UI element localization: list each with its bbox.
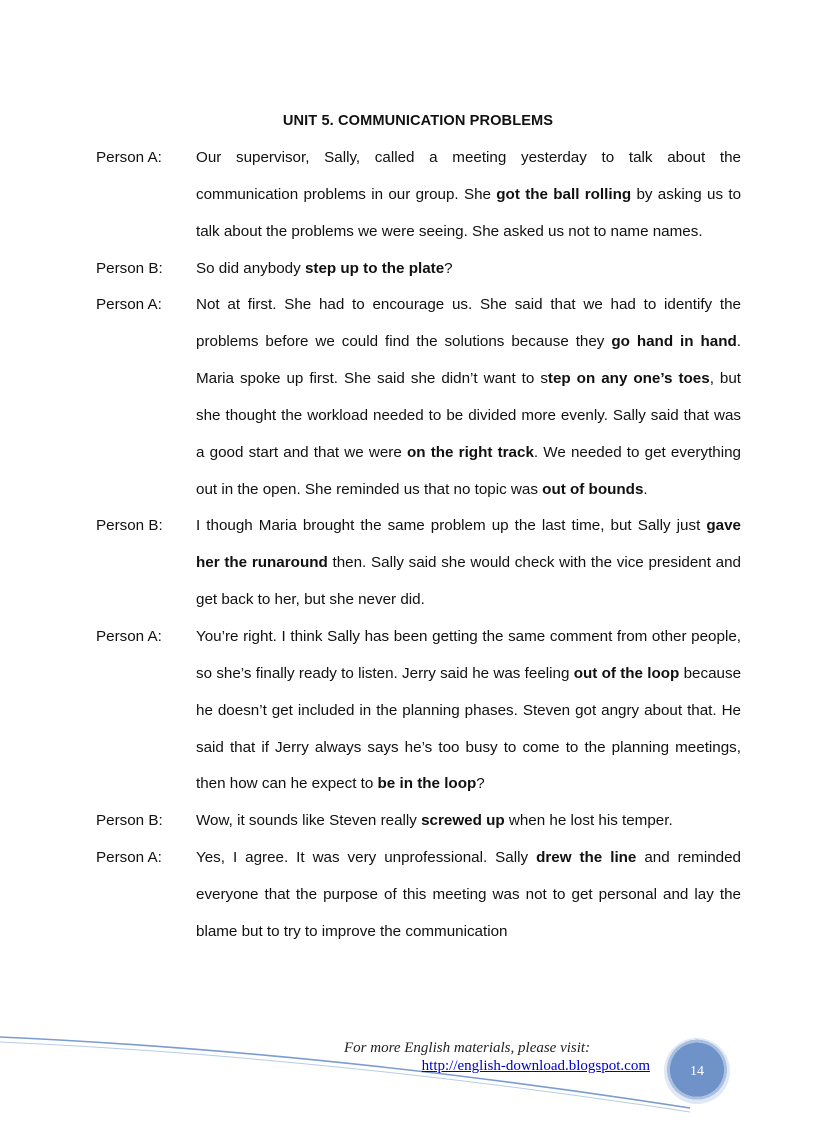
idiom-highlight: screwed up	[421, 812, 505, 830]
speech-text	[196, 251, 741, 288]
speech-segment: You’re right. I think Sally has been getting the same comment from other people, so she’s finally ready to listen. Jerry said he was feeling	[196, 627, 741, 682]
idiom-highlight: out of bounds	[542, 480, 644, 498]
speech-segment: by asking us to talk about the problems we were seeing. She asked us not to name names.	[196, 185, 742, 240]
speech-segment: So did anybody	[196, 259, 305, 277]
speech-segment: ?	[444, 259, 453, 277]
idiom-highlight: be in the loop	[377, 775, 477, 793]
idiom-highlight: got the ball rolling	[496, 185, 632, 203]
page-number-badge	[664, 1038, 730, 1104]
dialogue-turn	[96, 251, 741, 288]
dialogue-turn	[96, 140, 741, 251]
idiom-highlight: drew the line	[536, 849, 637, 867]
speech-segment: I though Maria brought the same problem up the last time, but Sally just	[196, 517, 707, 535]
speech-segment: Yes, I agree. It was very unprofessional. Sally	[196, 849, 537, 867]
speech-text	[196, 508, 741, 619]
idiom-highlight: tep on any one’s toes	[547, 370, 710, 388]
idiom-highlight: gave her the runaround	[196, 517, 741, 572]
speaker-label: Person A:	[96, 849, 162, 867]
speaker-label: Person A:	[96, 627, 162, 645]
idiom-highlight: go hand in hand	[611, 333, 737, 351]
speech-segment: when he lost his temper.	[504, 812, 673, 830]
speech-text	[196, 803, 741, 840]
speech-segment: . Maria spoke up first. She said she didn’t want to s	[196, 333, 741, 388]
speaker-label: Person A:	[96, 149, 162, 166]
speech-segment: , but she thought the workload needed to be divided more evenly. Sally said that was a good start and that we were	[196, 370, 742, 461]
idiom-highlight: out of the loop	[573, 664, 680, 682]
speech-segment: .	[643, 480, 648, 498]
speaker-label: Person B:	[96, 517, 163, 535]
speaker-label: Person B:	[96, 812, 163, 830]
idiom-highlight: on the right track	[406, 443, 534, 461]
speech-segment: because he doesn’t get included in the planning phases. Steven got angry about that. He said that if Jerry always says he’s too busy to come to the planning meetings, then how can he expect to	[196, 664, 742, 793]
speech-segment: Wow, it sounds like Steven really	[196, 812, 422, 830]
page-title: UNIT 5. COMMUNICATION PROBLEMS	[282, 113, 554, 129]
dialogue-body	[96, 140, 741, 951]
speech-text	[196, 619, 741, 803]
speech-text	[196, 140, 741, 251]
dialogue-turn	[96, 508, 741, 619]
page-number: 14	[690, 1064, 704, 1079]
footer-note: For more English materials, please visit:	[344, 1040, 591, 1056]
speaker-label: Person A:	[96, 296, 162, 314]
idiom-highlight: step up to the plate	[304, 259, 445, 277]
dialogue-turn	[96, 619, 741, 803]
website-link[interactable]: http://english-download.blogspot.com	[421, 1058, 650, 1074]
speaker-label: Person B:	[96, 259, 163, 277]
speech-segment: ?	[476, 775, 485, 793]
speech-segment: . We needed to get everything out in the open. She reminded us that no topic was	[196, 443, 742, 498]
speech-segment: then. Sally said she would check with the vice president and get back to her, but she never did.	[196, 554, 741, 609]
speech-segment: Our supervisor, Sally, called a meeting yesterday to talk about the communication problems in our group. She	[196, 149, 741, 203]
speech-text	[196, 840, 741, 951]
speech-segment: and reminded everyone that the purpose of this meeting was not to get personal and lay the blame but to try to improve the communication	[196, 849, 741, 940]
footer	[300, 1039, 650, 1075]
speech-text	[196, 287, 741, 508]
dialogue-turn	[96, 840, 741, 951]
speech-segment: Not at first. She had to encourage us. She said that we had to identify the problems before we could find the solutions because they	[196, 296, 741, 351]
dialogue-turn	[96, 803, 741, 840]
dialogue-turn	[96, 287, 741, 508]
